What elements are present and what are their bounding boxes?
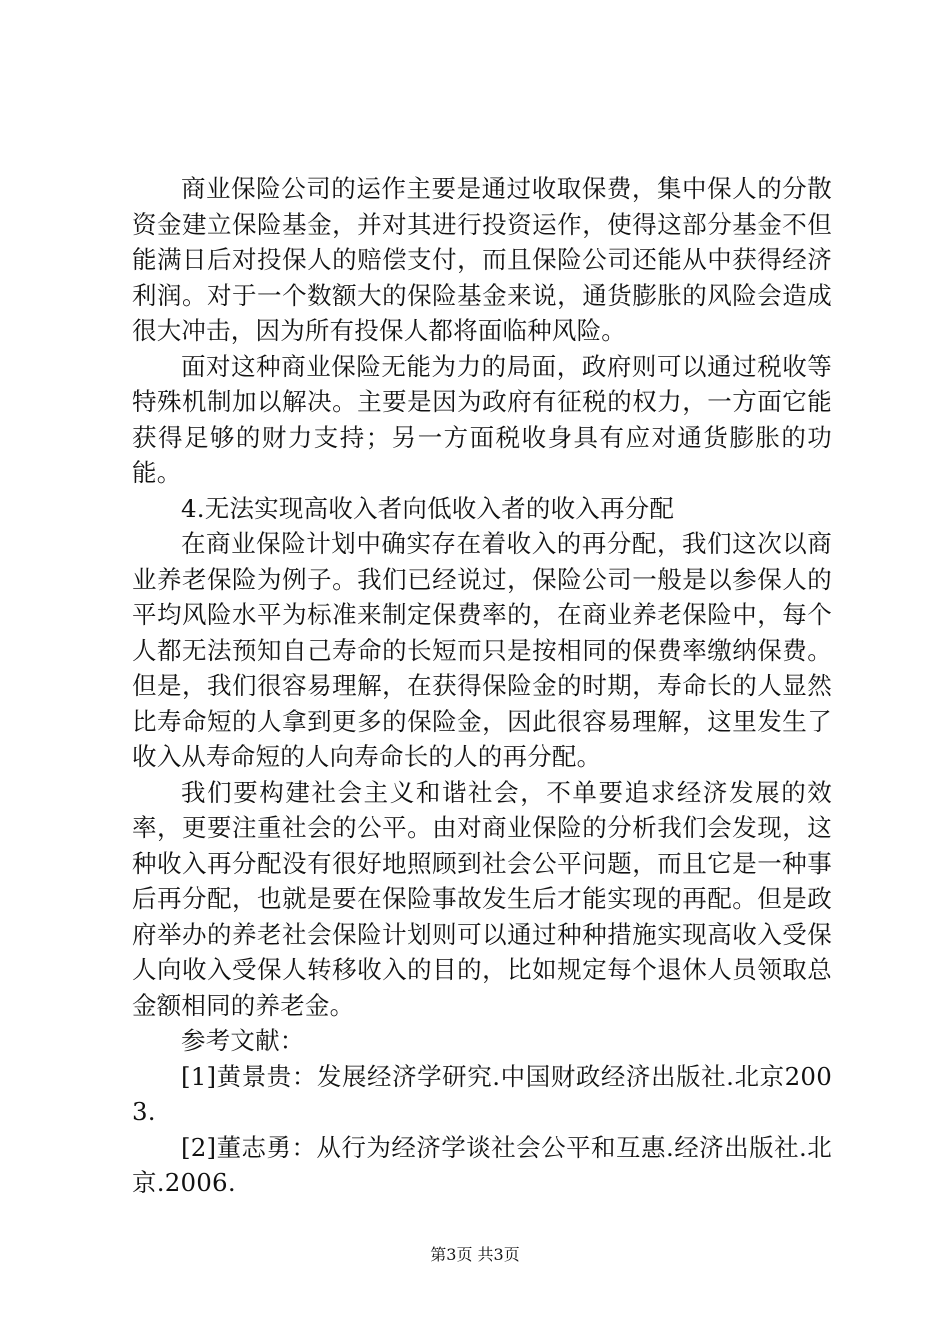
reference-item-2: [2]董志勇：从行为经济学谈社会公平和互惠.经济出版社.北京.2006. (132, 1132, 832, 1197)
paragraph-inflation-risk: 商业保险公司的运作主要是通过收取保费，集中保人的分散资金建立保险基金，并对其进行投资运作，使得这部分基金不但能满日后对投保人的赔偿支付，而且保险公司还能从中获得经济利润。对于一个数额大的保险基金来说，通货膨胀的风险会造成很大冲击，因为所有投保人都将面临种风险。 (132, 174, 832, 345)
page-number-footer: 第3页 共3页 (430, 1245, 520, 1264)
paragraph-social-fairness: 我们要构建社会主义和谐社会，不单要追求经济发展的效率，更要注重社会的公平。由对商业保险的分析我们会发现，这种收入再分配没有很好地照顾到社会公平问题，而且它是一种事后再分配，也就是要在保险事故发生后才能实现的再配。但是政府举办的养老社会保险计划则可以通过种种措施实现高收入受保人向收入受保人转移收入的目的，比如规定每个退休人员领取总金额相同的养老金。 (132, 777, 832, 1020)
paragraph-commercial-redistribution: 在商业保险计划中确实存在着收入的再分配，我们这次以商业养老保险为例子。我们已经说过，保险公司一般是以参保人的平均风险水平为标准来制定保费率的，在商业养老保险中，每个人都无法预知自己寿命的长短而只是按相同的保费率缴纳保费。但是，我们很容易理解，在获得保险金的时期，寿命长的人显然比寿命短的人拿到更多的保险金，因此很容易理解，这里发生了收入从寿命短的人向寿命长的人的再分配。 (132, 529, 832, 771)
section-heading-redistribution: 4.无法实现高收入者向低收入者的收入再分配 (181, 493, 675, 523)
document-body (132, 171, 832, 1201)
paragraph-government-tax: 面对这种商业保险无能为力的局面，政府则可以通过税收等特殊机制加以解决。主要是因为政府有征税的权力，一方面它能获得足够的财力支持；另一方面税收身具有应对通货膨胀的功能。 (132, 351, 832, 487)
reference-item-1: [1]黄景贵：发展经济学研究.中国财政经济出版社.北京2003. (132, 1061, 832, 1126)
references-heading: 参考文献： (181, 1026, 305, 1055)
